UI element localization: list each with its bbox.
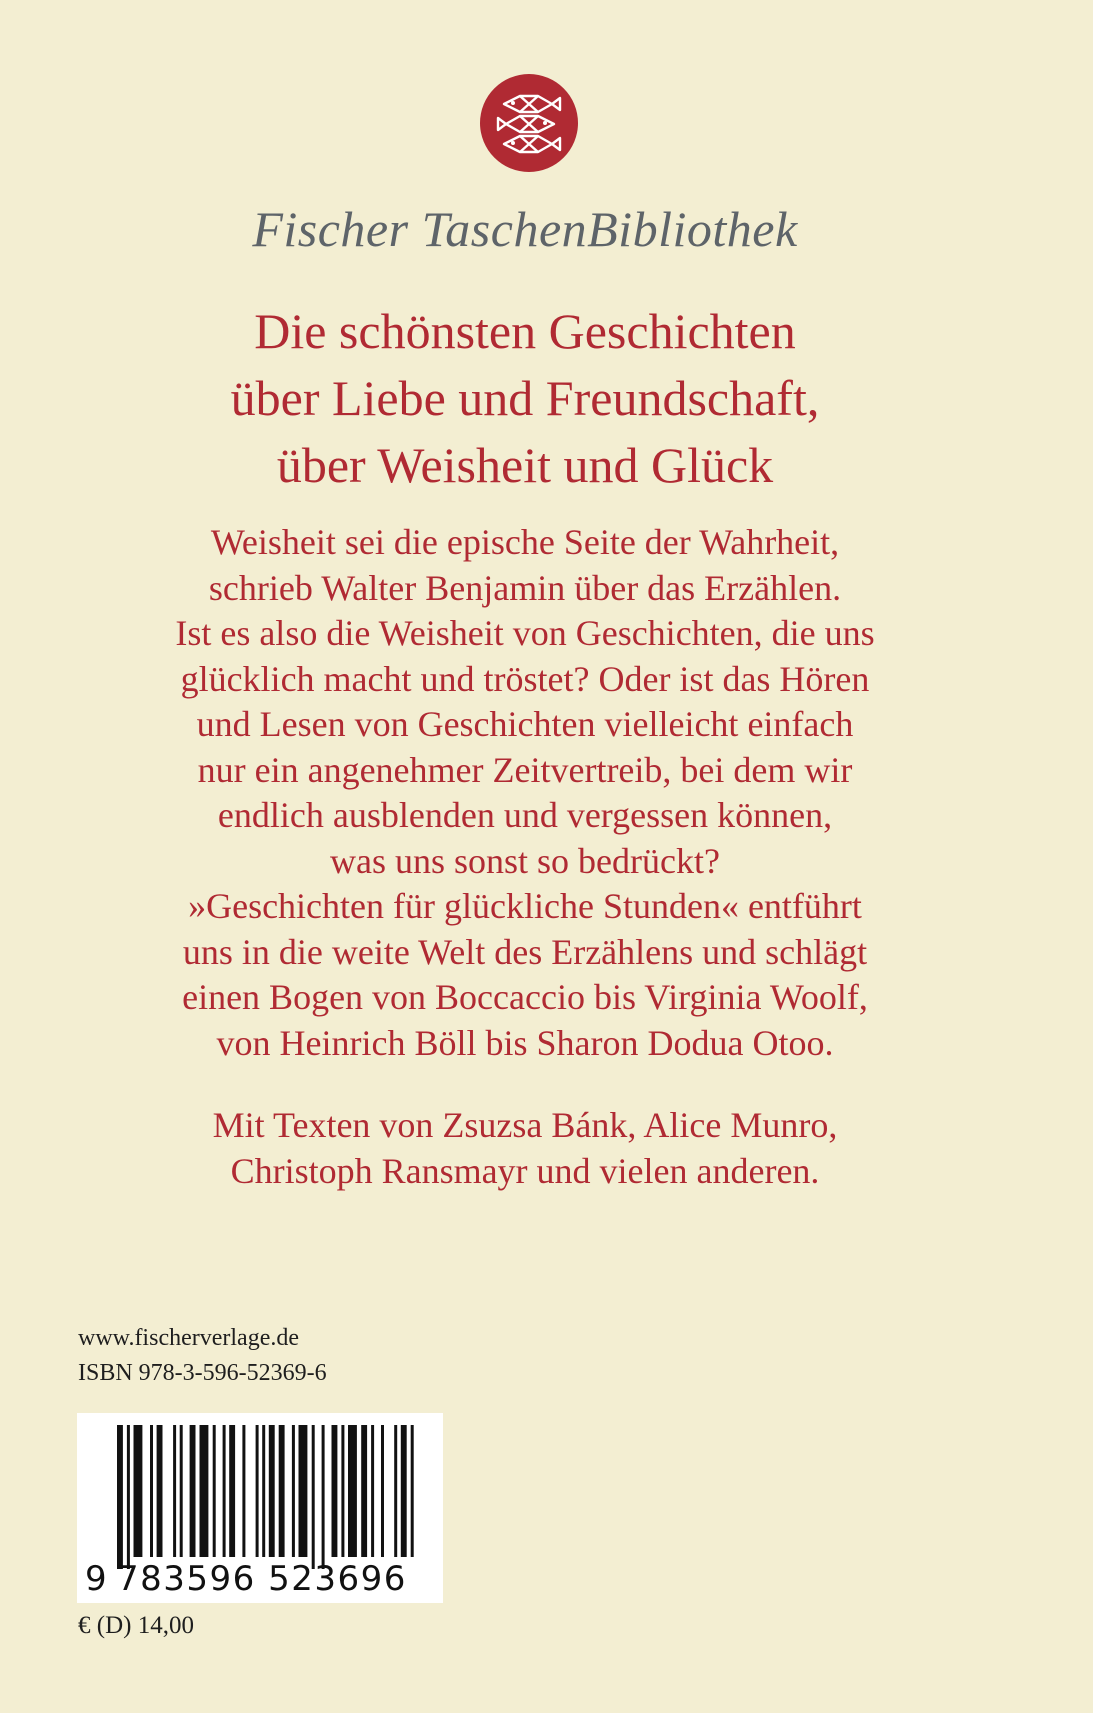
series-name: Fischer TaschenBibliothek (252, 201, 798, 257)
price-label: € (D) 14,00 (78, 1612, 194, 1639)
barcode-bar (299, 1425, 308, 1557)
barcode-bar (117, 1425, 123, 1569)
barcode-bar (322, 1425, 325, 1569)
authors-line: Christoph Ransmayr und vielen anderen. (230, 1151, 820, 1191)
barcode-first-digit: 9 (85, 1559, 109, 1599)
barcode-bar (127, 1425, 130, 1569)
headline-line: über Weisheit und Glück (276, 437, 774, 493)
barcode-bar (381, 1425, 384, 1557)
barcode-bar (401, 1425, 407, 1557)
barcode-bar (190, 1425, 196, 1557)
blurb-line: Ist es also die Weisheit von Geschichten, die uns (175, 613, 875, 653)
blurb-paragraph (60, 520, 990, 1066)
barcode-bar (348, 1425, 357, 1557)
barcode-bar (361, 1425, 367, 1557)
barcode-bar (200, 1425, 209, 1557)
authors-line: Mit Texten von Zsuzsa Bánk, Alice Munro, (212, 1105, 838, 1145)
barcode-bar (242, 1425, 245, 1557)
headline-line: über Liebe und Freundschaft, (230, 370, 820, 426)
blurb-line: glücklich macht und tröstet? Oder ist das Hören (180, 658, 870, 699)
ean-barcode-icon (77, 1413, 443, 1603)
barcode-bar (256, 1425, 259, 1557)
barcode-bar (262, 1425, 265, 1557)
blurb-line: Weisheit sei die epische Seite der Wahrheit, (210, 522, 840, 562)
barcode-bar (279, 1425, 285, 1557)
barcode-bar (411, 1425, 414, 1557)
barcode-bar (157, 1425, 163, 1557)
barcode-bar (371, 1425, 374, 1557)
barcode-remaining-digits: 783596 523696 (117, 1559, 407, 1599)
headline (0, 298, 1050, 499)
barcode-bar (332, 1425, 338, 1557)
blurb-line: was uns sonst so bedrückt? (330, 840, 720, 881)
blurb-line: und Lesen von Geschichten vielleicht einfach (196, 704, 854, 744)
blurb-line: einen Bogen von Boccaccio bis Virginia Woolf, (182, 977, 868, 1017)
barcode-bar (223, 1425, 226, 1557)
barcode-bar (269, 1425, 275, 1557)
blurb-line: nur ein angenehmer Zeitvertreib, bei dem wir (197, 749, 853, 790)
barcode-bar (134, 1425, 143, 1557)
barcode-bar (312, 1425, 315, 1569)
fischer-fish-logo-icon (480, 74, 578, 172)
barcode-bar (173, 1425, 176, 1557)
barcode-bar (394, 1425, 397, 1557)
barcode-bar (229, 1425, 235, 1557)
isbn-number: ISBN 978-3-596-52369-6 (78, 1360, 327, 1386)
barcode-bar (292, 1425, 295, 1557)
blurb-line: schrieb Walter Benjamin über das Erzählen. (208, 567, 842, 608)
barcode-bar (150, 1425, 153, 1557)
blurb-line: von Heinrich Böll bis Sharon Dodua Otoo. (216, 1022, 834, 1063)
publisher-website: www.fischerverlage.de (78, 1325, 300, 1351)
headline-line: Die schönsten Geschichten (254, 303, 796, 359)
barcode-bar (213, 1425, 216, 1557)
barcode-bar (180, 1425, 183, 1557)
barcode-bar (341, 1425, 344, 1557)
authors-paragraph (60, 1102, 990, 1194)
blurb-line: endlich ausblenden und vergessen können, (217, 795, 833, 835)
blurb-line: »Geschichten für glückliche Stunden« entführt (188, 886, 862, 926)
blurb-line: uns in die weite Welt des Erzählens und schlägt (182, 931, 868, 972)
